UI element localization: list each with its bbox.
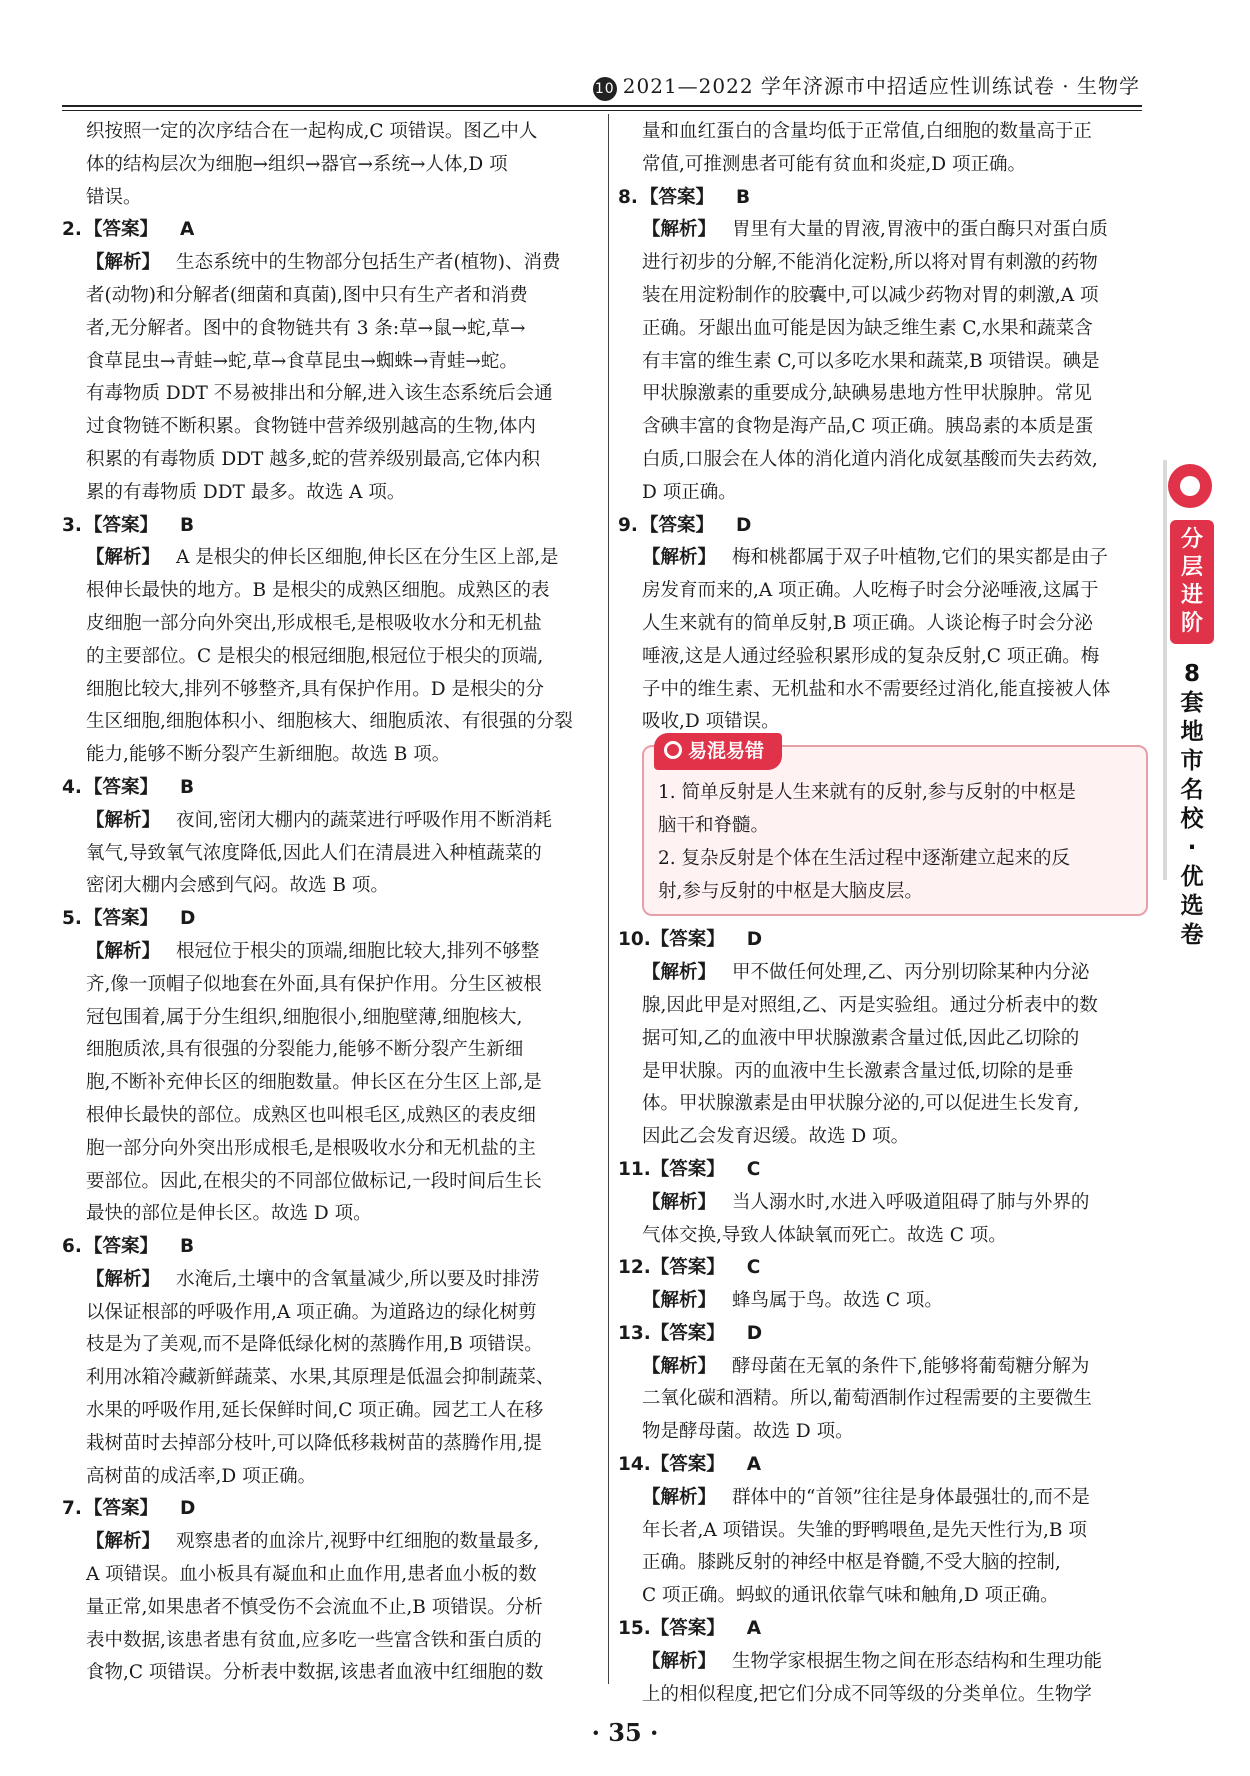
- analysis-text: 观察患者的血涂片,视野中红细胞的数量最多,: [176, 1531, 540, 1553]
- analysis-line: [618, 1285, 1148, 1318]
- question-number: 12.: [618, 1257, 651, 1279]
- analysis-line: [62, 1625, 597, 1658]
- question-number: 15.: [618, 1618, 651, 1640]
- answer-value: A: [180, 219, 195, 241]
- analysis-line: [62, 477, 597, 510]
- analysis-line: [62, 575, 597, 608]
- analysis-line: [618, 1646, 1148, 1679]
- analysis-text: 者(动物)和分解者(细菌和真菌),图中只有生产者和消费: [86, 284, 528, 306]
- answer-value: B: [180, 514, 195, 536]
- answer-label: 【答案】: [650, 1454, 725, 1476]
- analysis-line: [62, 706, 597, 739]
- answer-line: [618, 1252, 1148, 1285]
- question-number: 8.: [618, 186, 638, 208]
- analysis-line: [62, 674, 597, 707]
- answer-label: 【答案】: [84, 514, 159, 536]
- question-number: 11.: [618, 1158, 651, 1180]
- analysis-line: [62, 1002, 597, 1035]
- side-tab-char: 进: [1180, 583, 1203, 608]
- analysis-line: [618, 1679, 1148, 1712]
- analysis-line: [618, 575, 1148, 608]
- analysis-text: 冠包围着,属于分生组织,细胞很小,细胞壁薄,细胞核大,: [86, 1006, 523, 1028]
- analysis-text: 胃里有大量的胃液,胃液中的蛋白酶只对蛋白质: [732, 219, 1108, 241]
- analysis-text: 积累的有毒物质 DDT 越多,蛇的营养级别最高,它体内积: [86, 448, 541, 470]
- analysis-line: [62, 280, 597, 313]
- analysis-text: 生物学家根据生物之间在形态结构和生理功能: [732, 1650, 1103, 1672]
- analysis-text: 者,无分解者。图中的食物链共有 3 条:草→鼠→蛇,草→: [86, 317, 526, 339]
- answer-line: [62, 772, 597, 805]
- analysis-line: [618, 608, 1148, 641]
- target-logo-icon: [1168, 464, 1212, 508]
- analysis-line: [62, 1067, 597, 1100]
- answer-value: D: [180, 908, 196, 930]
- analysis-line: [618, 1220, 1148, 1253]
- analysis-line: [618, 444, 1148, 477]
- analysis-line: [62, 346, 597, 379]
- question-number: 3.: [62, 514, 82, 536]
- analysis-text: 吸收,D 项错误。: [642, 711, 780, 733]
- side-tab-char: 校: [1180, 806, 1204, 832]
- page-number: · 35 ·: [591, 1718, 659, 1747]
- analysis-text: 是甲状腺。丙的血液中生长激素含量过低,切除的是垂: [642, 1060, 1074, 1082]
- answer-line: [62, 214, 597, 247]
- answer-line: [62, 903, 597, 936]
- analysis-text: 二氧化碳和酒精。所以,葡萄酒制作过程需要的主要微生: [642, 1388, 1092, 1410]
- analysis-line: [618, 1383, 1148, 1416]
- analysis-text: 夜间,密闭大棚内的蔬菜进行呼吸作用不断消耗: [176, 809, 552, 831]
- analysis-text: 甲状腺激素的重要成分,缺碘易患地方性甲状腺肿。常见: [642, 383, 1092, 405]
- side-tab-char: 市: [1180, 748, 1204, 774]
- mistake-warning-box: [642, 740, 1148, 916]
- analysis-line: [62, 1657, 597, 1690]
- answer-value: B: [180, 776, 195, 798]
- analysis-label: 【解析】: [86, 1268, 161, 1290]
- analysis-text: 食草昆虫→青蛙→蛇,草→食草昆虫→蜘蛛→青蛙→蛇。: [86, 350, 518, 372]
- analysis-text: 因此乙会发育迟缓。故选 D 项。: [642, 1126, 910, 1148]
- question-number: 4.: [62, 776, 82, 798]
- analysis-label: 【解析】: [642, 1486, 717, 1508]
- analysis-text: 高树苗的成活率,D 项正确。: [86, 1465, 317, 1487]
- analysis-text: 正确。膝跳反射的神经中枢是脊髓,不受大脑的控制,: [642, 1552, 1061, 1574]
- analysis-line: [62, 1428, 597, 1461]
- analysis-line: [618, 378, 1148, 411]
- analysis-text: 以保证根部的呼吸作用,A 项正确。为道路边的绿化树剪: [86, 1301, 537, 1323]
- analysis-text: 最快的部位是伸长区。故选 D 项。: [86, 1203, 372, 1225]
- answer-value: D: [746, 1322, 763, 1344]
- analysis-line: [62, 247, 597, 280]
- answer-line: [618, 924, 1148, 957]
- analysis-line: [618, 1187, 1148, 1220]
- analysis-text: 含碘丰富的食物是海产品,C 项正确。胰岛素的本质是蛋: [642, 416, 1094, 438]
- analysis-line: [62, 1461, 597, 1494]
- question-number: 2.: [62, 219, 82, 241]
- analysis-text: 生态系统中的生物部分包括生产者(植物)、消费: [176, 252, 561, 274]
- warning-title-text: 易混易错: [688, 740, 765, 763]
- answer-label: 【答案】: [84, 908, 159, 930]
- analysis-text: 上的相似程度,把它们分成不同等级的分类单位。生物学: [642, 1683, 1092, 1705]
- answer-label: 【答案】: [650, 1257, 725, 1279]
- analysis-line: [62, 1395, 597, 1428]
- analysis-text: 胞,不断补充伸长区的细胞数量。伸长区在分生区上部,是: [86, 1072, 542, 1094]
- analysis-label: 【解析】: [642, 1290, 717, 1312]
- analysis-line: [618, 313, 1148, 346]
- analysis-text: 气体交换,导致人体缺氧而死亡。故选 C 项。: [642, 1224, 1007, 1246]
- answer-value: A: [746, 1454, 762, 1476]
- analysis-text: 物是酵母菌。故选 D 项。: [642, 1421, 854, 1443]
- answer-label: 【答案】: [84, 1236, 159, 1258]
- warning-title: [654, 733, 782, 770]
- analysis-line: [62, 1133, 597, 1166]
- analysis-line: [62, 542, 597, 575]
- analysis-label: 【解析】: [642, 1191, 717, 1213]
- analysis-line: [62, 1264, 597, 1297]
- answer-label: 【答案】: [650, 1158, 725, 1180]
- analysis-text: 正确。牙龈出血可能是因为缺乏维生素 C,水果和蔬菜含: [642, 317, 1093, 339]
- analysis-line: [62, 1297, 597, 1330]
- analysis-text: 有丰富的维生素 C,可以多吃水果和蔬菜,B 项错误。碘是: [642, 350, 1100, 372]
- analysis-text: 群体中的“首领”往往是身体最强壮的,而不是: [732, 1486, 1090, 1508]
- answer-label: 【答案】: [84, 1498, 159, 1520]
- right-column: [618, 116, 1148, 1711]
- side-tab-char: 套: [1180, 690, 1204, 716]
- continuation-line: 量和血红蛋白的含量均低于正常值,白细胞的数量高于正: [642, 121, 1092, 142]
- analysis-line: [62, 1559, 597, 1592]
- analysis-text: 根伸长最快的部位。成熟区也叫根毛区,成熟区的表皮细: [86, 1104, 536, 1126]
- analysis-line: [62, 838, 597, 871]
- analysis-text: A 项错误。血小板具有凝血和止血作用,患者血小板的数: [86, 1564, 537, 1586]
- warning-icon: [664, 741, 682, 759]
- analysis-text: 年长者,A 项错误。失雏的野鸭喂鱼,是先天性行为,B 项: [642, 1519, 1087, 1541]
- analysis-label: 【解析】: [86, 809, 161, 831]
- analysis-text: 密闭大棚内会感到气闷。故选 B 项。: [86, 875, 389, 897]
- analysis-line: [618, 542, 1148, 575]
- analysis-line: [618, 1121, 1148, 1154]
- analysis-text: 腺,因此甲是对照组,乙、丙是实验组。通过分析表中的数: [642, 994, 1098, 1016]
- analysis-text: 能力,能够不断分裂产生新细胞。故选 B 项。: [86, 744, 451, 766]
- answer-label: 【答案】: [640, 514, 715, 536]
- header-badge: 10: [593, 77, 617, 101]
- question-number: 9.: [618, 514, 638, 536]
- answer-label: 【答案】: [650, 1322, 725, 1344]
- analysis-line: [62, 1166, 597, 1199]
- warning-line: 脑干和脊髓。: [658, 814, 770, 836]
- analysis-text: 根冠位于根尖的顶端,细胞比较大,排列不够整: [176, 940, 540, 962]
- analysis-line: [618, 411, 1148, 444]
- side-tab-top-label: [1170, 520, 1214, 644]
- analysis-label: 【解析】: [86, 252, 161, 274]
- side-tab-char: 阶: [1180, 611, 1203, 636]
- header-rule: [62, 105, 1142, 107]
- analysis-text: 进行初步的分解,不能消化淀粉,所以将对胃有刺激的药物: [642, 252, 1098, 274]
- analysis-line: [618, 214, 1148, 247]
- analysis-line: [618, 247, 1148, 280]
- analysis-line: [62, 1329, 597, 1362]
- side-tab-char: 8: [1183, 661, 1200, 687]
- analysis-line: [618, 674, 1148, 707]
- analysis-line: [62, 1100, 597, 1133]
- answer-value: A: [746, 1618, 762, 1640]
- answer-value: C: [746, 1158, 761, 1180]
- analysis-line: [618, 1482, 1148, 1515]
- analysis-line: [62, 444, 597, 477]
- analysis-line: [618, 1088, 1148, 1121]
- side-tab-char: 卷: [1180, 922, 1204, 948]
- question-number: 6.: [62, 1236, 82, 1258]
- analysis-label: 【解析】: [86, 1531, 161, 1553]
- continuation-line: 织按照一定的次序结合在一起构成,C 项错误。图乙中人: [86, 121, 538, 142]
- analysis-text: 过食物链不断积累。食物链中营养级别越高的生物,体内: [86, 416, 536, 438]
- analysis-text: A 是根尖的伸长区细胞,伸长区在分生区上部,是: [176, 547, 559, 569]
- header-title: 2021—2022 学年济源市中招适应性训练试卷 · 生物学: [622, 74, 1140, 98]
- analysis-line: [62, 870, 597, 903]
- analysis-label: 【解析】: [642, 219, 717, 241]
- analysis-text: 表中数据,该患者患有贫血,应多吃一些富含铁和蛋白质的: [86, 1629, 542, 1651]
- answer-label: 【答案】: [650, 1618, 725, 1640]
- analysis-text: 细胞质浓,具有很强的分裂能力,能够不断分裂产生新细: [86, 1039, 524, 1061]
- side-tab-bottom-label: [1170, 660, 1214, 950]
- analysis-text: 生区细胞,细胞体积小、细胞核大、细胞质浓、有很强的分裂: [86, 711, 573, 733]
- answer-value: B: [180, 1236, 195, 1258]
- analysis-line: [62, 641, 597, 674]
- analysis-line: [618, 477, 1148, 510]
- analysis-text: 甲不做任何处理,乙、丙分别切除某种内分泌: [732, 962, 1090, 984]
- analysis-text: 栽树苗时去掉部分枝叶,可以降低移栽树苗的蒸腾作用,提: [86, 1432, 542, 1454]
- analysis-text: 房发育而来的,A 项正确。人吃梅子时会分泌唾液,这属于: [642, 580, 1099, 602]
- answer-line: [62, 1493, 597, 1526]
- continuation-line: 体的结构层次为细胞→组织→器官→系统→人体,D 项: [86, 153, 508, 175]
- analysis-text: 水淹后,土壤中的含氧量减少,所以要及时排涝: [176, 1268, 540, 1290]
- answer-value: B: [736, 186, 751, 208]
- question-number: 13.: [618, 1322, 651, 1344]
- analysis-text: 白质,口服会在人体的消化道内消化成氨基酸而失去药效,: [642, 448, 1098, 470]
- analysis-text: 装在用淀粉制作的胶囊中,可以减少药物对胃的刺激,A 项: [642, 284, 1099, 306]
- analysis-text: D 项正确。: [642, 481, 737, 503]
- analysis-line: [618, 280, 1148, 313]
- analysis-line: [618, 1515, 1148, 1548]
- answer-label: 【答案】: [640, 186, 715, 208]
- continuation-line: 常值,可推测患者可能有贫血和炎症,D 项正确。: [642, 153, 1026, 175]
- analysis-text: 蜂鸟属于鸟。故选 C 项。: [732, 1290, 943, 1312]
- question-number: 7.: [62, 1498, 82, 1520]
- answer-line: [62, 510, 597, 543]
- answer-value: D: [736, 514, 752, 536]
- analysis-text: 据可知,乙的血液中甲状腺激素含量过低,因此乙切除的: [642, 1027, 1080, 1049]
- analysis-line: [62, 411, 597, 444]
- analysis-line: [62, 1198, 597, 1231]
- analysis-text: 人生来就有的简单反射,B 项正确。人谈论梅子时会分泌: [642, 612, 1093, 634]
- analysis-line: [618, 1547, 1148, 1580]
- analysis-text: 酵母菌在无氧的条件下,能够将葡萄糖分解为: [732, 1355, 1090, 1377]
- analysis-line: [618, 1416, 1148, 1449]
- answer-line: [618, 1154, 1148, 1187]
- analysis-label: 【解析】: [642, 547, 717, 569]
- analysis-text: 当人溺水时,水进入呼吸道阻碍了肺与外界的: [732, 1191, 1090, 1213]
- answer-line: [618, 1318, 1148, 1351]
- page-header: [560, 70, 1140, 101]
- side-tab-char: 分: [1180, 527, 1203, 552]
- analysis-line: [618, 346, 1148, 379]
- answer-label: 【答案】: [84, 219, 159, 241]
- analysis-text: 利用冰箱冷藏新鲜蔬菜、水果,其原理是低温会抑制蔬菜、: [86, 1367, 555, 1389]
- question-number: 5.: [62, 908, 82, 930]
- header-rule-thin: [62, 110, 1142, 111]
- analysis-line: [62, 608, 597, 641]
- continuation-line: 错误。: [86, 186, 142, 208]
- analysis-text: 子中的维生素、无机盐和水不需要经过消化,能直接被人体: [642, 678, 1111, 700]
- answer-label: 【答案】: [84, 776, 159, 798]
- question-number: 14.: [618, 1454, 651, 1476]
- analysis-text: 量正常,如果患者不慎受伤不会流血不止,B 项错误。分析: [86, 1596, 543, 1618]
- answer-label: 【答案】: [650, 929, 725, 951]
- analysis-text: 枝是为了美观,而不是降低绿化树的蒸腾作用,B 项错误。: [86, 1334, 543, 1356]
- analysis-line: [62, 1362, 597, 1395]
- warning-line: 2. 复杂反射是个体在生活过程中逐渐建立起来的反: [658, 847, 1071, 869]
- analysis-line: [62, 1526, 597, 1559]
- warning-line: 射,参与反射的中枢是大脑皮层。: [658, 880, 923, 902]
- analysis-text: 细胞比较大,排列不够整齐,具有保护作用。D 是根尖的分: [86, 678, 544, 700]
- analysis-text: 根伸长最快的地方。B 是根尖的成熟区细胞。成熟区的表: [86, 580, 550, 602]
- answer-value: C: [746, 1257, 761, 1279]
- analysis-label: 【解析】: [86, 547, 161, 569]
- analysis-label: 【解析】: [642, 1650, 717, 1672]
- side-tab-char: 层: [1180, 555, 1203, 580]
- analysis-line: [618, 990, 1148, 1023]
- answer-value: D: [180, 1498, 196, 1520]
- analysis-text: 唾液,这是人通过经验积累形成的复杂反射,C 项正确。梅: [642, 645, 1100, 667]
- analysis-line: [62, 739, 597, 772]
- warning-line: 1. 简单反射是人生来就有的反射,参与反射的中枢是: [658, 782, 1076, 804]
- answer-value: D: [746, 929, 763, 951]
- analysis-line: [62, 378, 597, 411]
- analysis-text: 的主要部位。C 是根尖的根冠细胞,根冠位于根尖的顶端,: [86, 645, 544, 667]
- analysis-line: [62, 936, 597, 969]
- side-tab-char: 优: [1180, 864, 1204, 890]
- analysis-label: 【解析】: [642, 1355, 717, 1377]
- analysis-text: 梅和桃都属于双子叶植物,它们的果实都是由子: [732, 547, 1108, 569]
- analysis-line: [618, 1580, 1148, 1613]
- analysis-line: [618, 1351, 1148, 1384]
- side-tab-char: ·: [1187, 835, 1197, 861]
- analysis-line: [618, 1023, 1148, 1056]
- side-tab-char: 名: [1180, 777, 1204, 803]
- left-column: [62, 116, 597, 1690]
- analysis-text: 体。甲状腺激素是由甲状腺分泌的,可以促进生长发育,: [642, 1093, 1080, 1115]
- analysis-text: 有毒物质 DDT 不易被排出和分解,进入该生态系统后会通: [86, 383, 553, 405]
- analysis-text: 氧气,导致氧气浓度降低,因此人们在清晨进入种植蔬菜的: [86, 842, 542, 864]
- analysis-text: 食物,C 项错误。分析表中数据,该患者血液中红细胞的数: [86, 1662, 544, 1684]
- side-tab-char: 选: [1180, 893, 1204, 919]
- analysis-line: [62, 313, 597, 346]
- analysis-line: [62, 969, 597, 1002]
- analysis-line: [62, 805, 597, 838]
- analysis-text: 皮细胞一部分向外突出,形成根毛,是根吸收水分和无机盐: [86, 612, 542, 634]
- analysis-text: C 项正确。蚂蚁的通讯依靠气味和触角,D 项正确。: [642, 1585, 1059, 1607]
- analysis-label: 【解析】: [86, 940, 161, 962]
- analysis-line: [618, 641, 1148, 674]
- answer-line: [618, 1449, 1148, 1482]
- analysis-text: 齐,像一顶帽子似地套在外面,具有保护作用。分生区被根: [86, 973, 542, 995]
- analysis-text: 累的有毒物质 DDT 最多。故选 A 项。: [86, 481, 406, 503]
- analysis-text: 胞一部分向外突出形成根毛,是根吸收水分和无机盐的主: [86, 1137, 536, 1159]
- answer-line: [62, 1231, 597, 1264]
- analysis-label: 【解析】: [642, 962, 717, 984]
- side-tab-char: 地: [1180, 719, 1204, 745]
- analysis-line: [618, 1056, 1148, 1089]
- answer-line: [618, 182, 1148, 215]
- question-number: 10.: [618, 929, 651, 951]
- analysis-text: 水果的呼吸作用,延长保鲜时间,C 项正确。园艺工人在移: [86, 1400, 544, 1422]
- analysis-line: [62, 1592, 597, 1625]
- answer-line: [618, 510, 1148, 543]
- analysis-line: [62, 1034, 597, 1067]
- analysis-line: [618, 957, 1148, 990]
- analysis-text: 要部位。因此,在根尖的不同部位做标记,一段时间后生长: [86, 1170, 542, 1192]
- answer-line: [618, 1613, 1148, 1646]
- column-divider: [608, 114, 609, 1684]
